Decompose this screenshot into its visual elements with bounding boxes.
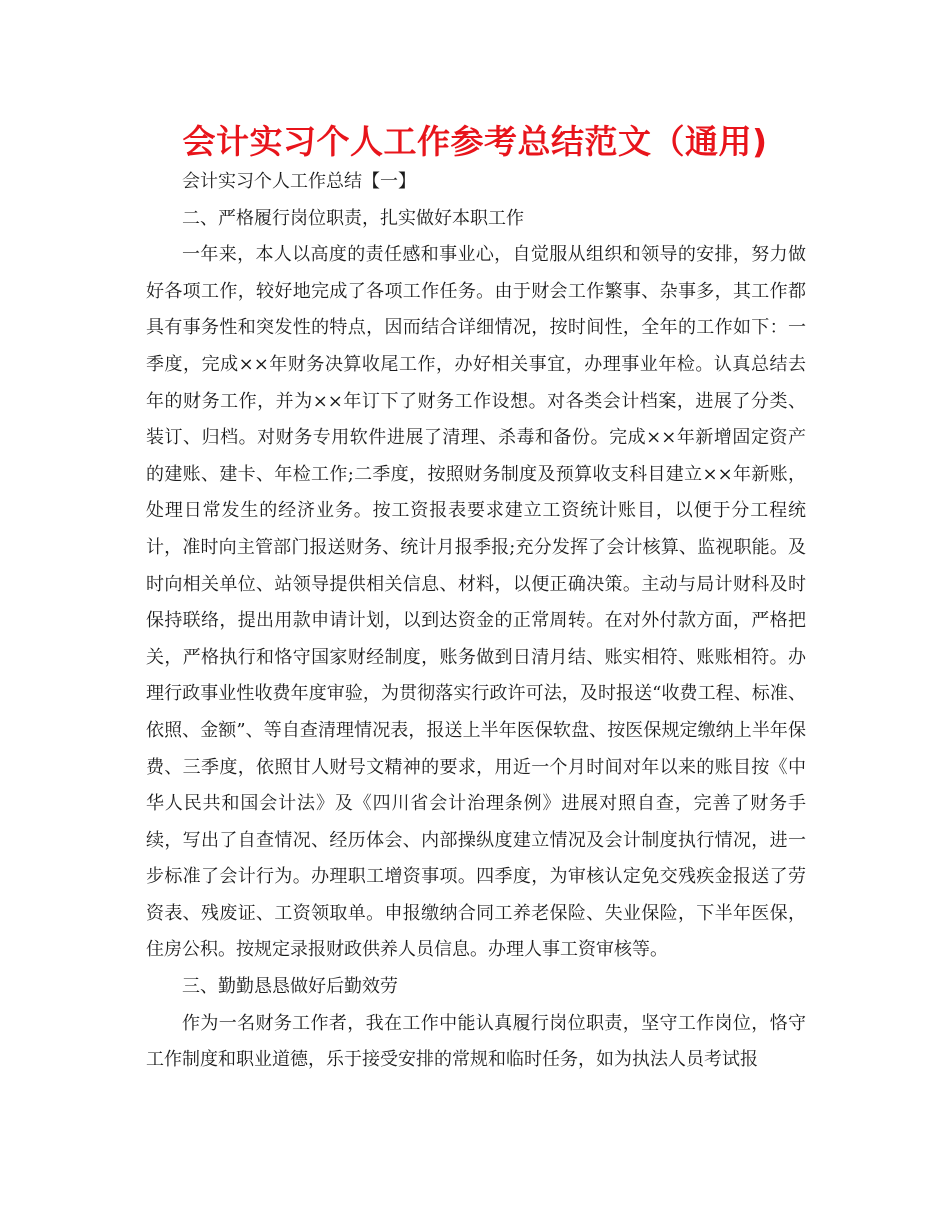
section-heading-duties: 二、严格履行岗位职责，扎实做好本职工作 bbox=[182, 207, 524, 229]
section-heading-part-one: 会计实习个人工作总结【一】 bbox=[182, 171, 416, 192]
section-heading-logistics: 三、勤勤恳恳做好后勤效劳 bbox=[182, 976, 398, 998]
body-paragraph-duties: 一年来，本人以高度的责任感和事业心，自觉服从组织和领导的安排，努力做好各项工作，较好地完成了各项工作任务。由于财会工作繁事、杂事多，其工作都具有事务性和突发性的特点，因而结合详细情况，按时间性，全年的工作如下：一季度，完成××年财务决算收尾工作，办好相关事宜，办理事业年检。认真总结去年的财务工作，并为××年订下了财务工作设想。对各类会计档案，进展了分类、装订、归档。对财务专用软件进展了清理、杀毒和备份。完成××年新增固定资产的建账、建卡、年检工作;二季度，按照财务制度及预算收支科目建立××年新账，处理日常发生的经济业务。按工资报表要求建立工资统计账目，以便于分工程统计，准时向主管部门报送财务、统计月报季报;充分发挥了会计核算、监视职能。及时向相关单位、站领导提供相关信息、材料，以便正确决策。主动与局计财科及时保持联络，提出用款申请计划，以到达资金的正常周转。在对外付款方面，严格把关，严格执行和恪守国家财经制度，账务做到日清月结、账实相符、账账相符。办理行政事业性收费年度审验，为贯彻落实行政许可法，及时报送“收费工程、标准、依照、金额”、等自查清理情况表，报送上半年医保软盘、按医保规定缴纳上半年保费、三季度，依照甘人财号文精神的要求，用近一个月时间对年以来的账目按《中华人民共和国会计法》及《四川省会计治理条例》进展对照自查，完善了财务手续，写出了自查情况、经历体会、内部操纵度建立情况及会计制度执行情况，进一步标准了会计行为。办理职工增资事项。四季度，为审核认定免交残疾金报送了劳资表、残废证、工资领取单。申报缴纳合同工养老保险、失业保险，下半年医保，住房公积。按规定录报财政供养人员信息。办理人事工资审核等。 bbox=[146, 244, 806, 961]
body-paragraph-logistics: 作为一名财务工作者，我在工作中能认真履行岗位职责，坚守工作岗位，恪守工作制度和职业道德，乐于接受安排的常规和临时任务，如为执法人员考试报 bbox=[146, 1012, 806, 1071]
document-title: 会计实习个人工作参考总结范文（通用) bbox=[182, 122, 768, 161]
document-body bbox=[146, 164, 806, 1079]
